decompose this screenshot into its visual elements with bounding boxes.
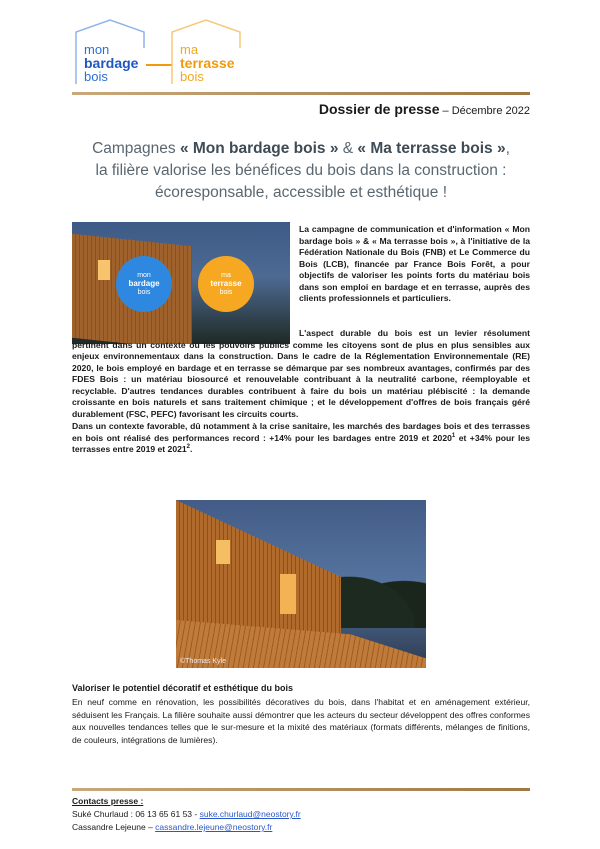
mon-bardage-bois-logo [72,18,148,88]
intro-paragraph: La campagne de communication et d'information « Mon bardage bois » & « Ma terrasse bois », à l'initiative de la Fédération Nationale du Bois (FNB) et Le Commerce du Bois (LCB), financée par France Bois Forêt, a pour objectifs de valoriser les points forts du matériau bois dans son emploi en bardage et en terrasse, auprès des clients professionnels et particuliers. [299,224,530,303]
badge2-text: ma terrasse bois [210,272,242,296]
photo-credit: ©Thomas Kyle [180,658,227,665]
section-title: Valoriser le potentiel décoratif et esthétique du bois [72,683,294,693]
sustainability-paragraph: L'aspect durable du bois est un levier résolument pertinent dans un contexte où les pouvoirs publics comme les citoyens sont de plus en plus sensibles aux enjeux environnementaux dans la construction. Dans le cadre de la Réglementation Environnementale (RE) 2020, le bois employé en bardage et en terrasse se démarque par ses nombreux avantages, confirmés par des FDES Bois : un matériau biosourcé et renouvelable contribuant à la neutralité carbone, réemployable et recyclable. D'autres tendances durables contribuent à faire du bois un matériau plébiscité : la demande croissante en bois naturels et sans traitement chimique ; et le développement d'offres de bois français géré durablement (FSC, PEFC) favorisant les circuits courts. [72,328,530,419]
date-separator: – [439,105,452,117]
contacts-title: Contacts presse : [72,796,144,806]
section-body: En neuf comme en rénovation, les possibilités décoratives du bois, dans l'habitat et en aménagement extérieur, séduisent les Français. La filière souhaite aussi démontrer que les acteurs du secteur développent des offres conformes aux nouvelles tendances telles que le sur-mesure et la mixité des matériaux (formats différents, mélanges de finitions, de couleurs, intégrations de lumières). [72,697,530,745]
document-title: Dossier de presse [318,101,440,117]
logo2-line2: terrasse [180,55,235,71]
logo2-line1: ma [180,42,199,57]
headline-campaign2: « Ma terrasse bois » [357,140,506,157]
contact-1 [72,809,301,819]
market-paragraph: Dans un contexte favorable, dû notamment à la crise sanitaire, les marchés des bardages bois et des terrasses en bois ont réalisé des performances record : +14% pour les bardages entre 2019 et 2020$^1$ et +34% pour les terrasses entre 2019 et 2021$^2$. [72,421,530,454]
headline-line3: écoresponsable, accessible et esthétique ! [154,184,448,201]
document-type [319,101,530,117]
document-date: Décembre 2022 [451,105,530,117]
ma-terrasse-bois-logo [168,18,244,88]
footer-rule [72,788,530,791]
headline-campaign1: « Mon bardage bois » [179,140,339,157]
contact-2-email-link[interactable]: cassandre.lejeune@neostory.fr [155,822,273,832]
footnote-2: 2 [186,444,191,451]
house-photo [176,500,426,668]
logo1-line2: bardage [84,55,139,71]
footnote-1: 1 [451,432,456,439]
contact-2 [72,822,272,832]
logo1-line1: mon [84,42,110,57]
contact-1-name: Suké Churlaud : 06 13 65 61 53 - [72,809,200,819]
headline [72,138,530,204]
contact-1-email-link[interactable]: suke.churlaud@neostory.fr [199,809,301,819]
badge1-text: mon bardage bois [128,272,160,296]
logo1-line3: bois [84,69,108,84]
logo2-line3: bois [180,69,204,84]
headline-amp: & [338,140,358,157]
headline-suffix: , [505,140,510,157]
contact-2-name: Cassandre Lejeune – [72,822,156,832]
hero-image [72,222,290,344]
headline-line2: la filière valorise les bénéfices du bois dans la construction : [95,162,507,179]
header-rule [72,92,530,95]
headline-prefix: Campagnes [92,140,180,157]
